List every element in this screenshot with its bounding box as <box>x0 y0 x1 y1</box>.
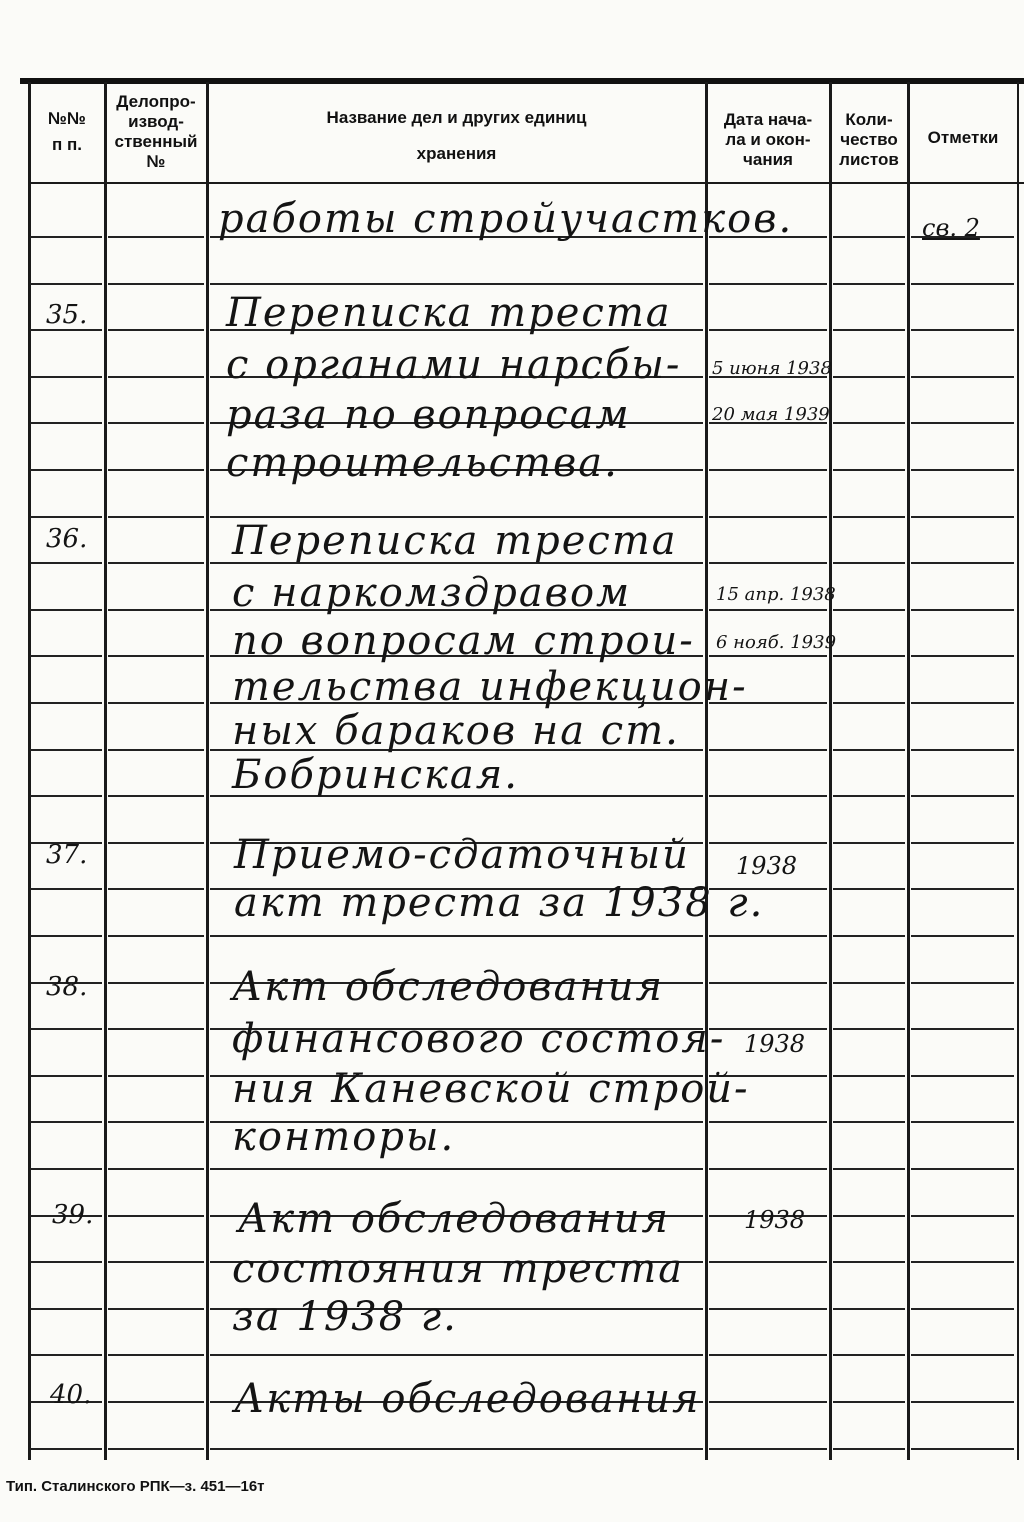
item-date: 1938 <box>736 852 798 880</box>
ruled-line <box>108 376 204 378</box>
ruled-line <box>709 1168 827 1170</box>
item-title-line: по вопросам строи- <box>232 618 695 664</box>
ruled-line <box>911 609 1014 611</box>
item-title-line: Акт обследования <box>238 1196 671 1242</box>
item-number: 36. <box>46 524 88 554</box>
ruled-line <box>911 1075 1014 1077</box>
ruled-line <box>30 609 102 611</box>
ruled-line <box>30 749 102 751</box>
ruled-line <box>30 469 102 471</box>
item-date-end: 6 нояб. 1939 <box>716 632 837 653</box>
item-date-start: 15 апр. 1938 <box>716 584 836 605</box>
ruled-line <box>911 1401 1014 1403</box>
ruled-line <box>30 1448 102 1450</box>
item-title-line: с наркомздравом <box>232 570 632 616</box>
header-title-line2: хранения <box>416 144 497 163</box>
ruled-line <box>108 795 204 797</box>
item-title-line: ния Каневской строй- <box>232 1066 750 1112</box>
ruled-line <box>833 1261 905 1263</box>
ruled-line <box>911 422 1014 424</box>
ruled-line <box>108 655 204 657</box>
ruled-line <box>911 1121 1014 1123</box>
item-title-line: финансового состоя- <box>232 1016 726 1062</box>
header-row-number: №№ п п. <box>48 109 86 154</box>
ruled-line <box>108 1028 204 1030</box>
item-title-line: состояния треста <box>232 1246 685 1292</box>
item-date: 1938 <box>744 1030 806 1058</box>
ruled-line <box>709 516 827 518</box>
ruled-line <box>709 982 827 984</box>
ruled-line <box>911 702 1014 704</box>
item-title-line: тельства инфекцион- <box>232 664 748 710</box>
ruled-line <box>30 1028 102 1030</box>
ruled-line <box>30 795 102 797</box>
ruled-line <box>108 516 204 518</box>
ruled-line <box>108 1354 204 1356</box>
ruled-line <box>833 1075 905 1077</box>
column-divider <box>28 82 31 1460</box>
ruled-line <box>709 655 827 657</box>
ruled-line <box>911 562 1014 564</box>
ruled-line <box>833 376 905 378</box>
remark-mark: св. 2 <box>922 214 980 242</box>
ruled-line <box>833 982 905 984</box>
table-top-border <box>20 78 1024 84</box>
ruled-line <box>108 609 204 611</box>
ruled-line <box>833 283 905 285</box>
ruled-line <box>833 842 905 844</box>
ruled-line <box>833 422 905 424</box>
item-number: 40. <box>50 1380 92 1410</box>
ruled-line <box>911 1215 1014 1217</box>
ruled-line <box>30 655 102 657</box>
ruled-line <box>833 562 905 564</box>
ruled-line <box>833 329 905 331</box>
ruled-line <box>911 1448 1014 1450</box>
ruled-line <box>108 1168 204 1170</box>
ruled-line <box>911 655 1014 657</box>
ruled-line <box>709 609 827 611</box>
ruled-line <box>30 236 102 238</box>
ruled-line <box>108 888 204 890</box>
ruled-line <box>833 1215 905 1217</box>
ruled-line <box>911 283 1014 285</box>
header-dates: Дата нача- ла и окон- чания <box>723 110 813 169</box>
ruled-line <box>833 1308 905 1310</box>
ruled-line <box>833 1354 905 1356</box>
ruled-line <box>210 1448 703 1450</box>
item-number: 38. <box>46 972 88 1002</box>
ruled-line <box>709 1401 827 1403</box>
ruled-line <box>108 982 204 984</box>
ruled-line <box>108 1121 204 1123</box>
ruled-line <box>30 562 102 564</box>
ruled-line <box>210 935 703 937</box>
ruled-line <box>709 1448 827 1450</box>
item-title-line: Акты обследования <box>234 1376 701 1422</box>
header-file-number: Делопро- извод- ственный № <box>114 92 198 171</box>
ruled-line <box>911 982 1014 984</box>
ruled-line <box>30 422 102 424</box>
column-divider <box>907 82 910 1460</box>
item-title-line: Бобринская. <box>232 752 519 798</box>
item-title-line: Переписка треста <box>226 290 672 336</box>
ruled-line <box>911 376 1014 378</box>
item-date: 1938 <box>744 1206 806 1234</box>
ruled-line <box>911 1168 1014 1170</box>
ruled-line <box>911 935 1014 937</box>
ruled-line <box>911 1354 1014 1356</box>
ruled-line <box>911 1308 1014 1310</box>
ruled-line <box>30 1308 102 1310</box>
column-divider <box>829 82 832 1460</box>
ruled-line <box>709 469 827 471</box>
printer-imprint: Тип. Сталинского РПК—з. 451—16т <box>6 1478 265 1495</box>
column-divider <box>104 82 107 1460</box>
ruled-line <box>108 236 204 238</box>
ruled-line <box>210 1168 703 1170</box>
ruled-line <box>30 1121 102 1123</box>
ruled-line <box>108 329 204 331</box>
ruled-line <box>833 609 905 611</box>
ruled-line <box>833 236 905 238</box>
ruled-line <box>210 283 703 285</box>
ruled-line <box>911 1028 1014 1030</box>
ruled-line <box>108 1075 204 1077</box>
ruled-line <box>108 469 204 471</box>
item-title-line: строительства. <box>226 440 619 486</box>
column-divider <box>1017 82 1019 1460</box>
ruled-line <box>108 1215 204 1217</box>
ruled-line <box>108 702 204 704</box>
header-title-line1: Название дел и других единиц <box>326 108 587 127</box>
ruled-line <box>30 1075 102 1077</box>
ruled-line <box>30 1261 102 1263</box>
item-title-line: раза по вопросам <box>226 392 631 438</box>
ruled-line <box>709 1354 827 1356</box>
item-title-line: Приемо-сдаточный <box>234 832 690 878</box>
item-title-line: за 1938 г. <box>232 1294 458 1340</box>
ruled-line <box>30 702 102 704</box>
header-remarks: Отметки <box>927 128 999 147</box>
item-number: 39. <box>52 1200 94 1230</box>
ruled-line <box>709 329 827 331</box>
ruled-line <box>911 1261 1014 1263</box>
ruled-line <box>833 1448 905 1450</box>
column-divider <box>206 82 209 1460</box>
ruled-line <box>709 1261 827 1263</box>
ruled-line <box>709 283 827 285</box>
ruled-line <box>833 795 905 797</box>
ruled-line <box>108 1261 204 1263</box>
column-divider <box>705 82 708 1460</box>
ruled-line <box>108 1401 204 1403</box>
item-title-line: Акт обследования <box>232 964 665 1010</box>
ruled-line <box>709 935 827 937</box>
item-title-line: ных бараков на ст. <box>232 708 680 754</box>
item-number: 37. <box>46 840 88 870</box>
ruled-line <box>108 562 204 564</box>
header-sheet-count: Коли- чество листов <box>839 110 899 169</box>
ruled-line <box>30 376 102 378</box>
ruled-line <box>911 888 1014 890</box>
item-title-line: работы стройучастков. <box>218 196 794 242</box>
header-separator <box>28 182 1024 184</box>
ruled-line <box>108 842 204 844</box>
ruled-line <box>30 888 102 890</box>
ruled-line <box>911 842 1014 844</box>
ruled-line <box>709 842 827 844</box>
item-date-end: 20 мая 1939 <box>712 404 830 425</box>
item-title-line: акт треста за 1938 г. <box>234 880 765 926</box>
ruled-line <box>108 283 204 285</box>
ruled-line <box>709 1121 827 1123</box>
item-title-line: конторы. <box>232 1114 456 1160</box>
item-date-start: 5 июня 1938 <box>712 358 832 379</box>
ruled-line <box>108 935 204 937</box>
ruled-line <box>833 1168 905 1170</box>
ruled-line <box>833 1401 905 1403</box>
ruled-line <box>30 1354 102 1356</box>
ruled-line <box>833 1028 905 1030</box>
ruled-line <box>911 795 1014 797</box>
ruled-line <box>30 1168 102 1170</box>
ruled-line <box>709 795 827 797</box>
ruled-line <box>709 562 827 564</box>
ruled-line <box>833 655 905 657</box>
ruled-line <box>911 749 1014 751</box>
ruled-line <box>108 749 204 751</box>
ruled-line <box>30 516 102 518</box>
ruled-line <box>833 935 905 937</box>
ruled-line <box>30 283 102 285</box>
ruled-line <box>911 329 1014 331</box>
ruled-line <box>911 469 1014 471</box>
ruled-line <box>833 888 905 890</box>
ruled-line <box>108 1448 204 1450</box>
ruled-line <box>210 1354 703 1356</box>
ruled-line <box>709 1308 827 1310</box>
ruled-line <box>833 516 905 518</box>
ruled-line <box>30 935 102 937</box>
item-title-line: с органами нарсбы- <box>226 342 682 388</box>
ruled-line <box>108 422 204 424</box>
ruled-line <box>833 749 905 751</box>
item-number: 35. <box>46 300 88 330</box>
ruled-line <box>709 749 827 751</box>
ruled-line <box>911 516 1014 518</box>
ruled-line <box>833 1121 905 1123</box>
ruled-line <box>108 1308 204 1310</box>
item-title-line: Переписка треста <box>232 518 678 564</box>
ruled-line <box>833 702 905 704</box>
ruled-line <box>833 469 905 471</box>
